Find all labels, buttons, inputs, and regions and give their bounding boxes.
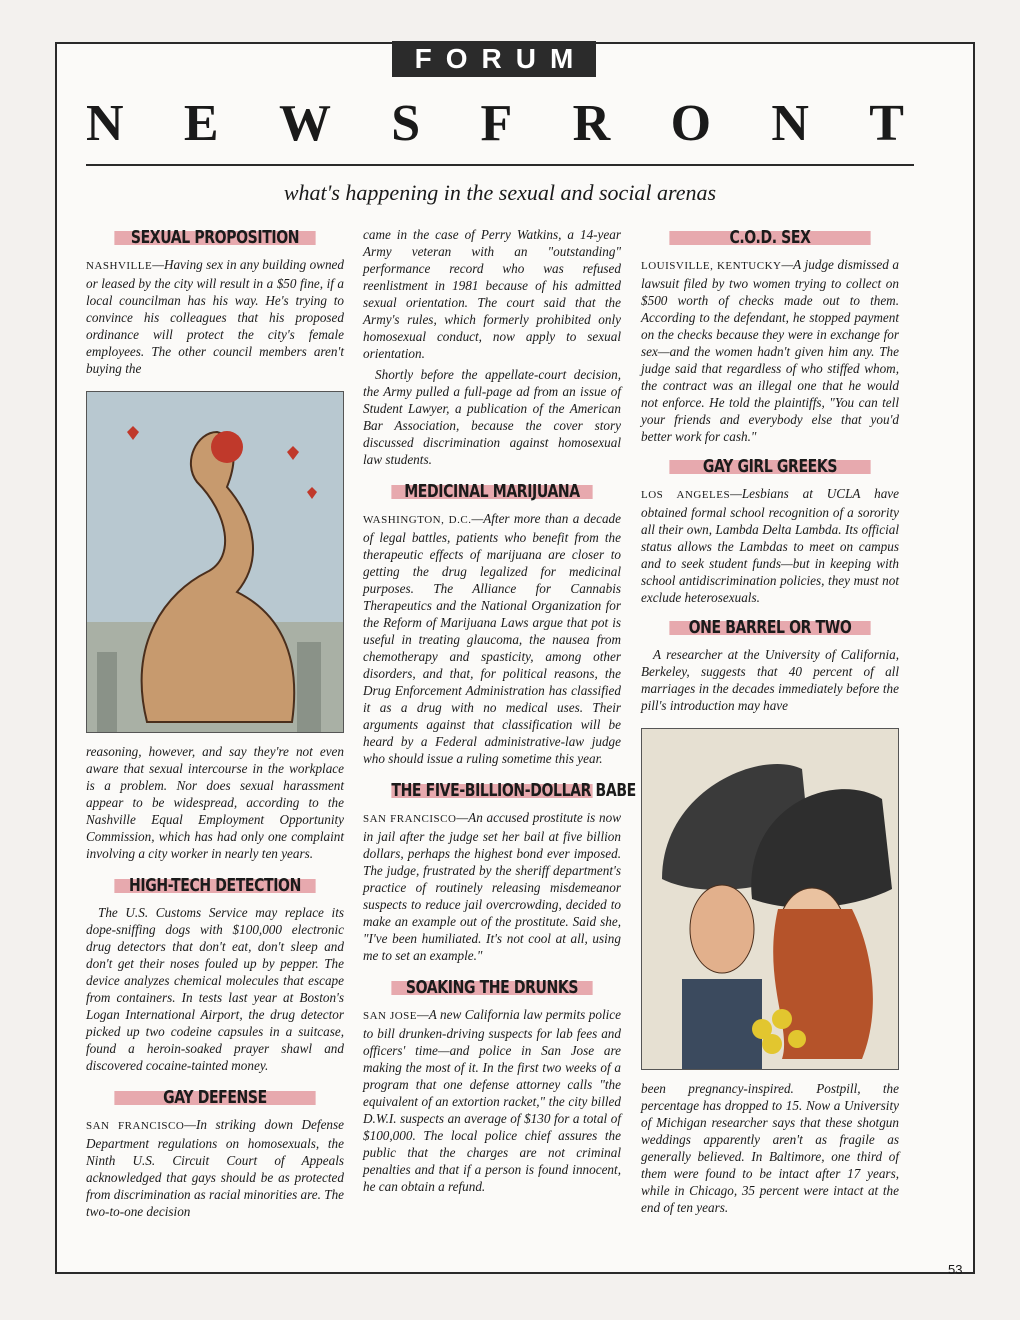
title-letter: N [771, 95, 809, 152]
title-letter: F [480, 95, 513, 152]
dateline: NASHVILLE [86, 260, 153, 272]
article-text: came in the case of Perry Watkins, a 14-year Army veteran with an "outstanding" performance record who was refused reenlistment in 1981 because of his admitted sexual orientation. The court said that the Army's rules, which formerly prohibited only homosexual conduct, now apply to sexual orientation. [363, 227, 621, 361]
article-heading: C.O.D. SEX [669, 226, 870, 250]
title-letter: S [391, 95, 421, 152]
article-text: SAN FRANCISCO—An accused prostitute is now in jail after the judge set her bail at five billion dollars, perhaps the highest bond ever imposed. The judge, frustrated by the sheriff department's practice of routinely releasing misdemeanor suspects to reduce jail overcrowding, decided to make an example out of the prostitute. Said she, "I've been humiliated. It's not cool at all, using me to set an example." [363, 810, 621, 963]
title-rule [86, 164, 914, 166]
dateline: SAN FRANCISCO [86, 1120, 185, 1132]
article-text: Shortly before the appellate-court decision, the Army pulled a full-page ad from an issue of Student Lawyer, a publication of the American Bar Association, because the cover story discussed discrimination against homosexual law students. [363, 367, 621, 467]
article-text: SAN FRANCISCO—In striking down Defense Department regulations on homosexuals, the Ninth U.S. Circuit Court of Appeals acknowledged that gays should be as protected from discrimination as racial minorities are. The two-to-one decision [86, 1117, 345, 1219]
dateline: LOS ANGELES [641, 489, 731, 501]
column-2 [363, 226, 636, 1199]
section-label: FORUM [392, 41, 596, 77]
article-heading: ONE BARREL OR TWO [669, 616, 870, 640]
article-text: reasoning, however, and say they're not even aware that sexual intercourse in the workplace is a problem. Nor does sexual harassment appear to be widespread, according to the Nashville Equal Employment Opportunity Commission, which has had only one complaint involving a city worker in nearly ten years. [86, 744, 344, 861]
dateline: WASHINGTON, D.C. [363, 514, 472, 526]
column-3 [641, 226, 899, 1220]
article-heading: MEDICINAL MARIJUANA [391, 480, 592, 504]
article-text: The U.S. Customs Service may replace its dope-sniffing dogs with $100,000 electronic drug detectors that don't eat, don't sleep and don't get their noses fouled up by pepper. The device analyzes chemical molecules that escape from containers. In tests last year at Boston's Logan International Airport, the drug detector picked up two codeine capsules in a suitcase, found a heroin-soaked prayer shawl and discovered cocaine-tainted money. [86, 905, 344, 1073]
title-letter: O [670, 95, 712, 152]
article-heading: SOAKING THE DRUNKS [391, 976, 592, 1000]
dateline: SAN FRANCISCO [363, 813, 457, 825]
title-letter: E [183, 95, 219, 152]
article-text: LOUISVILLE, KENTUCKY—A judge dismissed a lawsuit filed by two women trying to collect on $500 worth of checks made out to them. According to the defendant, he stopped payment on the checks because they were in exchange for sex—and the women hadn't given him any. The judge said that regardless of who stiffed whom, the contract was an illegal one that he would not enforce. He told the plaintiffs, "You can tell your friends and everybody else that you'd better work for cash." [641, 257, 899, 444]
article-heading: GAY DEFENSE [114, 1086, 315, 1110]
page-subtitle: what's happening in the sexual and social arenas [283, 180, 717, 205]
article-text: WASHINGTON, D.C.—After more than a decade of legal battles, patients who benefit from the therapeutic effects of marijuana are closer to getting the drug legalized for medicinal purposes. The Alliance for Cannabis Therapeutics and the National Organization for the Reform of Marijuana Laws argue that pot is useful in treating glaucoma, the nausea from chemotherapy and spasticity, among other disorders, and that, for political reasons, the Drug Enforcement Administration has classified it as a drug with no medical uses. Their arguments against that classification will be heard by a Federal administrative-law judge who should issue a ruling sometime this year. [363, 511, 621, 766]
title-letter: R [572, 95, 611, 152]
title-letter: W [278, 95, 331, 152]
page-title [86, 94, 904, 154]
column-1 [86, 226, 344, 1224]
title-letter: T [869, 95, 904, 152]
article-heading: GAY GIRL GREEKS [669, 455, 870, 479]
page-number: 53 [948, 1262, 963, 1277]
article-heading: SEXUAL PROPOSITION [114, 226, 315, 250]
illustration-hair-dryers [641, 728, 899, 1070]
article-heading: THE FIVE-BILLION-DOLLAR BABE [391, 780, 636, 801]
dateline: SAN JOSE [363, 1010, 417, 1022]
article-text: LOS ANGELES—Lesbians at UCLA have obtained formal school recognition of a sorority all their own, Lambda Delta Lambda. Its official status allows the Lambdas to meet on campus and to seek student funds—but in keeping with school antidiscrimination policies, they must not exclude heterosexuals. [641, 486, 900, 605]
dateline: LOUISVILLE, KENTUCKY [641, 260, 782, 272]
article-text: NASHVILLE—Having sex in any building owned or leased by the city will result in a $50 fine, if a local councilman has his way. He's trying to convince his colleagues that his proposed ordinance will protect the city's female employees. The other council members aren't buying the [86, 257, 344, 376]
title-letter: N [86, 95, 124, 152]
illustration-entwined-figures [86, 391, 344, 733]
article-text: A researcher at the University of California, Berkeley, suggests that 40 percent of all marriages in the decades immediately before the pill's introduction may have [641, 647, 899, 713]
article-text: been pregnancy-inspired. Postpill, the percentage has dropped to 15. Now a University of Michigan researcher says that these shotgun weddings apparently aren't as fragile as generally believed. In Baltimore, one third of them were found to be intact after 17 years, while in Chicago, 35 percent were intact at the end of ten years. [641, 1081, 899, 1215]
article-text: SAN JOSE—A new California law permits police to bill drunken-driving suspects for lab fees and officers' time—and police in San Jose are making the most of it. In the first two weeks of a program that one defense attorney calls "the equivalent of an extortion racket," the city billed D.W.I. suspects an average of $130 for a total of $100,000. The local police chief assures the public that the charges are not criminal penalties and that if a person is found innocent, he can obtain a refund. [363, 1007, 621, 1194]
article-heading: HIGH-TECH DETECTION [114, 874, 315, 898]
